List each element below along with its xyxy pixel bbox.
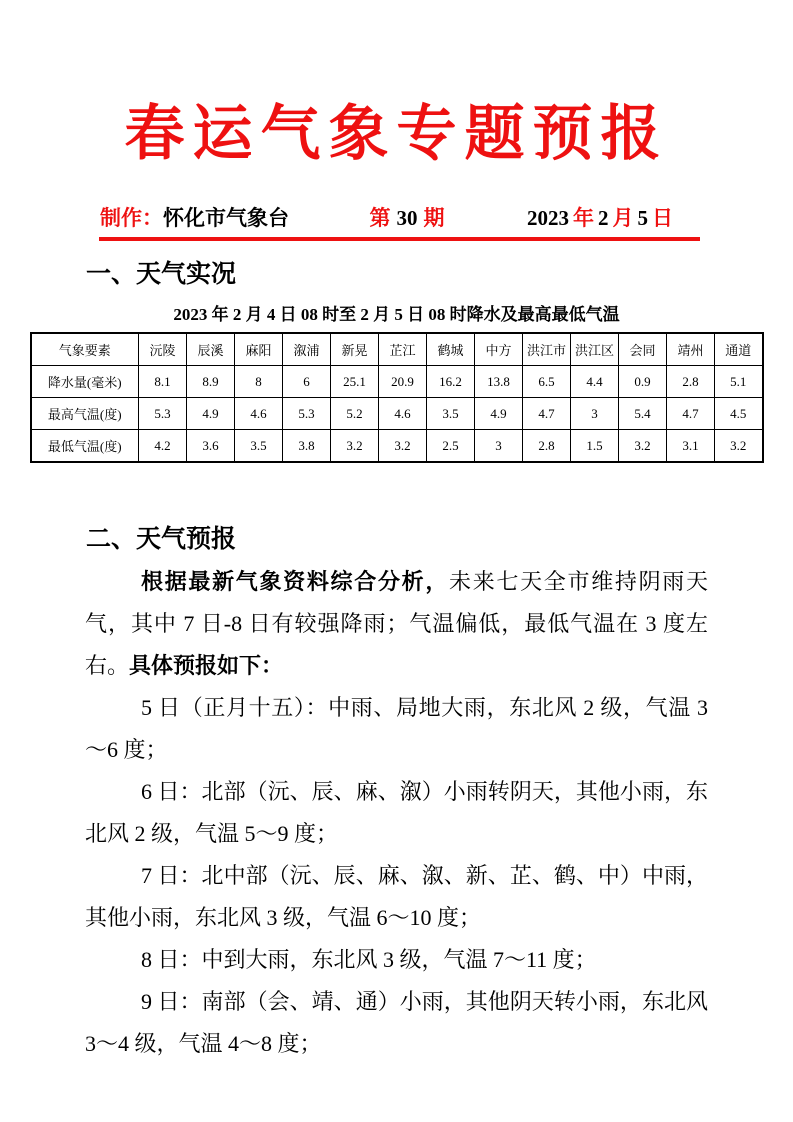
table-cell: 5.3 xyxy=(139,398,187,430)
table-cell: 3.8 xyxy=(283,430,331,463)
date-day-unit: 日 xyxy=(652,206,673,230)
table-cell: 3.2 xyxy=(619,430,667,463)
table-header-cell: 中方 xyxy=(475,333,523,366)
table-cell: 5.3 xyxy=(283,398,331,430)
table-cell: 25.1 xyxy=(331,366,379,398)
table-row-label: 最高气温(度) xyxy=(31,398,139,430)
table-cell: 4.7 xyxy=(523,398,571,430)
table-row-label: 降水量(毫米) xyxy=(31,366,139,398)
producer-name: 怀化市气象台 xyxy=(163,206,289,230)
table-cell: 3 xyxy=(571,398,619,430)
section1-heading: 一、天气实况 xyxy=(86,261,237,288)
table-header-cell: 溆浦 xyxy=(283,333,331,366)
table-cell: 6.5 xyxy=(523,366,571,398)
weather-table xyxy=(30,332,764,463)
table-cell: 4.6 xyxy=(379,398,427,430)
table-header-cell: 麻阳 xyxy=(235,333,283,366)
table-cell: 5.4 xyxy=(619,398,667,430)
table-cell: 1.5 xyxy=(571,430,619,463)
issue-date xyxy=(525,202,675,232)
producer xyxy=(100,202,289,232)
meta-row xyxy=(100,202,697,232)
forecast-paragraph: 7 日：北中部（沅、辰、麻、溆、新、芷、鹤、中）中雨，其他小雨，东北风 3 级，气温 6～10 度； xyxy=(85,863,708,930)
table-cell: 3.2 xyxy=(331,430,379,463)
issue-suffix: 期 xyxy=(423,206,445,230)
table-header-cell: 鹤城 xyxy=(427,333,475,366)
table-cell: 20.9 xyxy=(379,366,427,398)
weather-table-body xyxy=(31,333,763,462)
document-title: 春运气象专题预报 xyxy=(124,101,669,167)
table-cell: 3.5 xyxy=(427,398,475,430)
table-cell: 2.5 xyxy=(427,430,475,463)
table-cell: 16.2 xyxy=(427,366,475,398)
table-cell: 13.8 xyxy=(475,366,523,398)
table-cell: 4.7 xyxy=(667,398,715,430)
table-header-cell: 气象要素 xyxy=(31,333,139,366)
date-year-unit: 年 xyxy=(573,206,594,230)
forecast-list xyxy=(0,687,793,1065)
table-cell: 3.1 xyxy=(667,430,715,463)
table-header-cell: 会同 xyxy=(619,333,667,366)
issue-value: 30 xyxy=(396,206,418,230)
forecast-intro-paragraph xyxy=(85,561,708,687)
table-cell: 6 xyxy=(283,366,331,398)
table-cell: 4.9 xyxy=(475,398,523,430)
weather-table-title: 2023 年 2 月 4 日 08 时至 2 月 5 日 08 时降水及最高最低气温 xyxy=(173,305,620,324)
table-cell: 2.8 xyxy=(667,366,715,398)
date-year: 2023 xyxy=(527,206,569,230)
table-cell: 4.6 xyxy=(235,398,283,430)
table-header-cell: 沅陵 xyxy=(139,333,187,366)
table-cell: 3 xyxy=(475,430,523,463)
date-month-unit: 月 xyxy=(612,206,634,230)
table-cell: 8.1 xyxy=(139,366,187,398)
table-cell: 3.2 xyxy=(379,430,427,463)
table-header-row xyxy=(31,333,763,366)
table-cell: 4.2 xyxy=(139,430,187,463)
date-day: 5 xyxy=(637,206,648,230)
producer-label: 制作： xyxy=(100,206,163,230)
table-cell: 0.9 xyxy=(619,366,667,398)
issue-prefix: 第 xyxy=(369,206,391,230)
intro-bold-tail: 具体预报如下： xyxy=(129,653,284,678)
intro-bold-lead: 根据最新气象资料综合分析， xyxy=(141,569,450,594)
table-header-cell: 洪江市 xyxy=(523,333,571,366)
intro-body: 未来七天全市维持阴雨天气，其中 7 日-8 日有较强降雨；气温偏低，最低气温在 3 度左右。 xyxy=(85,569,708,678)
table-cell: 8 xyxy=(235,366,283,398)
table-cell: 5.1 xyxy=(715,366,763,398)
table-row xyxy=(31,430,763,463)
forecast-paragraph: 8 日：中到大雨，东北风 3 级，气温 7～11 度； xyxy=(141,947,597,972)
issue-number xyxy=(370,202,445,232)
red-divider-rule xyxy=(99,237,700,241)
table-cell: 8.9 xyxy=(187,366,235,398)
table-cell: 3.2 xyxy=(715,430,763,463)
table-header-cell: 靖州 xyxy=(667,333,715,366)
table-header-cell: 芷江 xyxy=(379,333,427,366)
table-row xyxy=(31,366,763,398)
table-cell: 2.8 xyxy=(523,430,571,463)
table-header-cell: 新晃 xyxy=(331,333,379,366)
table-cell: 3.6 xyxy=(187,430,235,463)
forecast-paragraph: 6 日：北部（沅、辰、麻、溆）小雨转阴天，其他小雨，东北风 2 级，气温 5～9 度； xyxy=(85,779,708,846)
table-cell: 3.5 xyxy=(235,430,283,463)
forecast-paragraph: 5 日（正月十五）：中雨、局地大雨，东北风 2 级，气温 3～6 度； xyxy=(85,695,708,762)
date-month: 2 xyxy=(598,206,609,230)
table-cell: 4.5 xyxy=(715,398,763,430)
table-row-label: 最低气温(度) xyxy=(31,430,139,463)
table-cell: 4.4 xyxy=(571,366,619,398)
table-cell: 4.9 xyxy=(187,398,235,430)
table-header-cell: 通道 xyxy=(715,333,763,366)
table-cell: 5.2 xyxy=(331,398,379,430)
table-header-cell: 洪江区 xyxy=(571,333,619,366)
forecast-paragraph: 9 日：南部（会、靖、通）小雨，其他阴天转小雨，东北风 3～4 级，气温 4～8 度； xyxy=(85,989,708,1056)
table-row xyxy=(31,398,763,430)
table-header-cell: 辰溪 xyxy=(187,333,235,366)
section2-heading: 二、天气预报 xyxy=(86,526,237,553)
